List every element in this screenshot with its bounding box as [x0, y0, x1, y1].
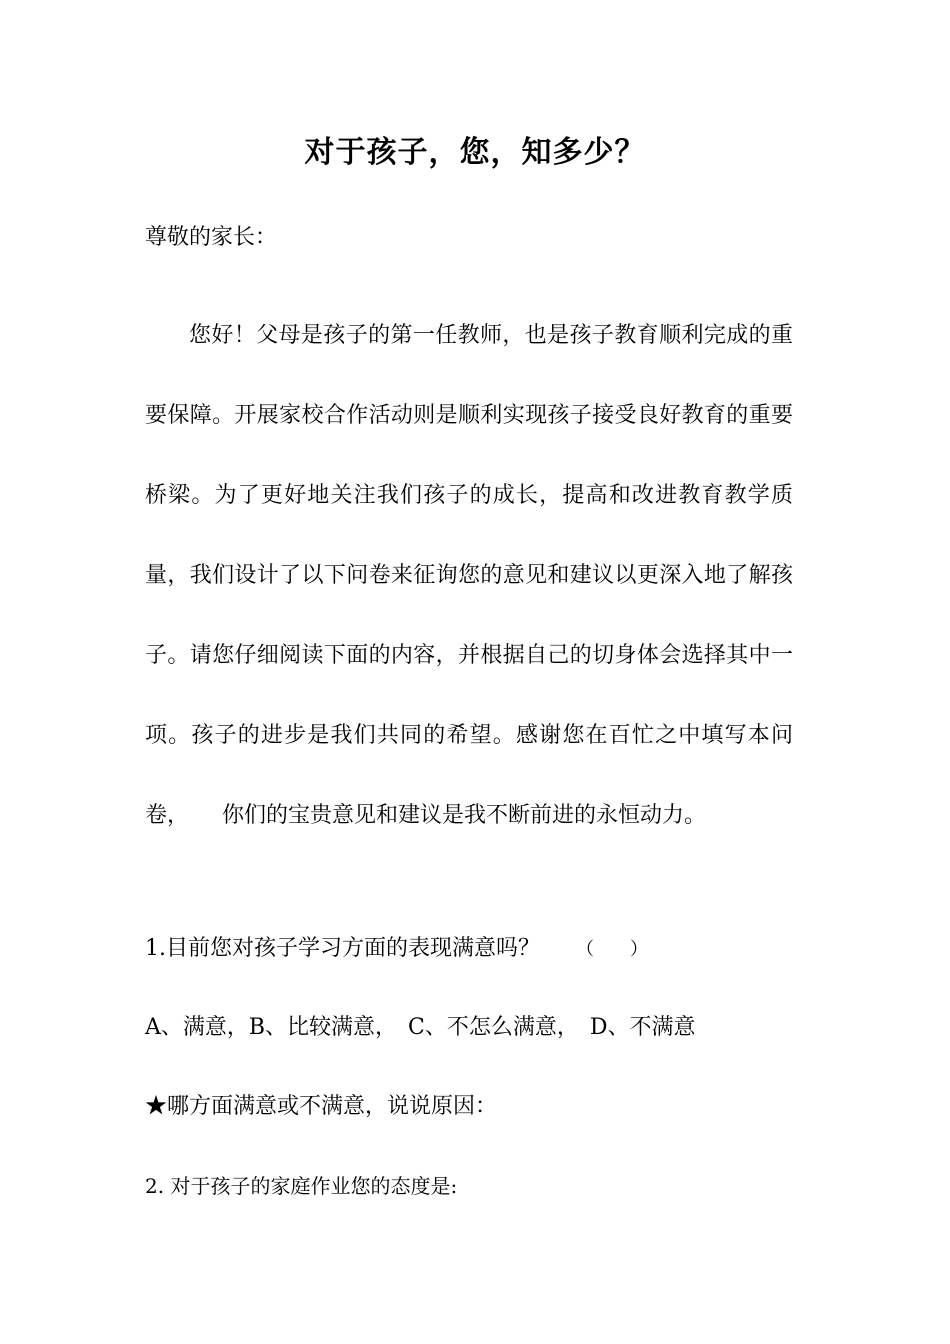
greeting: 尊敬的家长： [145, 225, 278, 250]
question-1-note: ★哪方面满意或不满意，说说原因： [145, 1094, 498, 1119]
question-1-answer-blank: （ ） [576, 939, 648, 960]
question-1-text: 1.目前您对孩子学习方面的表现满意吗？ [145, 936, 540, 961]
question-1-options: A、满意，B、比较满意， C、不怎么满意， D、不满意 [145, 1015, 696, 1040]
intro-paragraph: 您好！父母是孩子的第一任教师，也是孩子教育顺利完成的重要保障。开展家校合作活动则是顺利实现孩子接受良好教育的重要桥梁。为了更好地关注我们孩子的成长，提高和改进教育教学质量，我们设计了以下问卷来征询您的意见和建议以更深入地了解孩子。请您仔细阅读下面的内容，并根据自己的切身体会选择其中一项。孩子的进步是我们共同的希望。感谢您在百忙之中填写本问卷， 你们的宝贵意见和建议是我不断前进的永恒动力。 [145, 323, 793, 828]
question-1 [145, 929, 805, 970]
document-title: 对于孩子，您，知多少？ [304, 135, 646, 170]
question-2-text: 2. 对于孩子的家庭作业您的态度是: [145, 1174, 458, 1198]
